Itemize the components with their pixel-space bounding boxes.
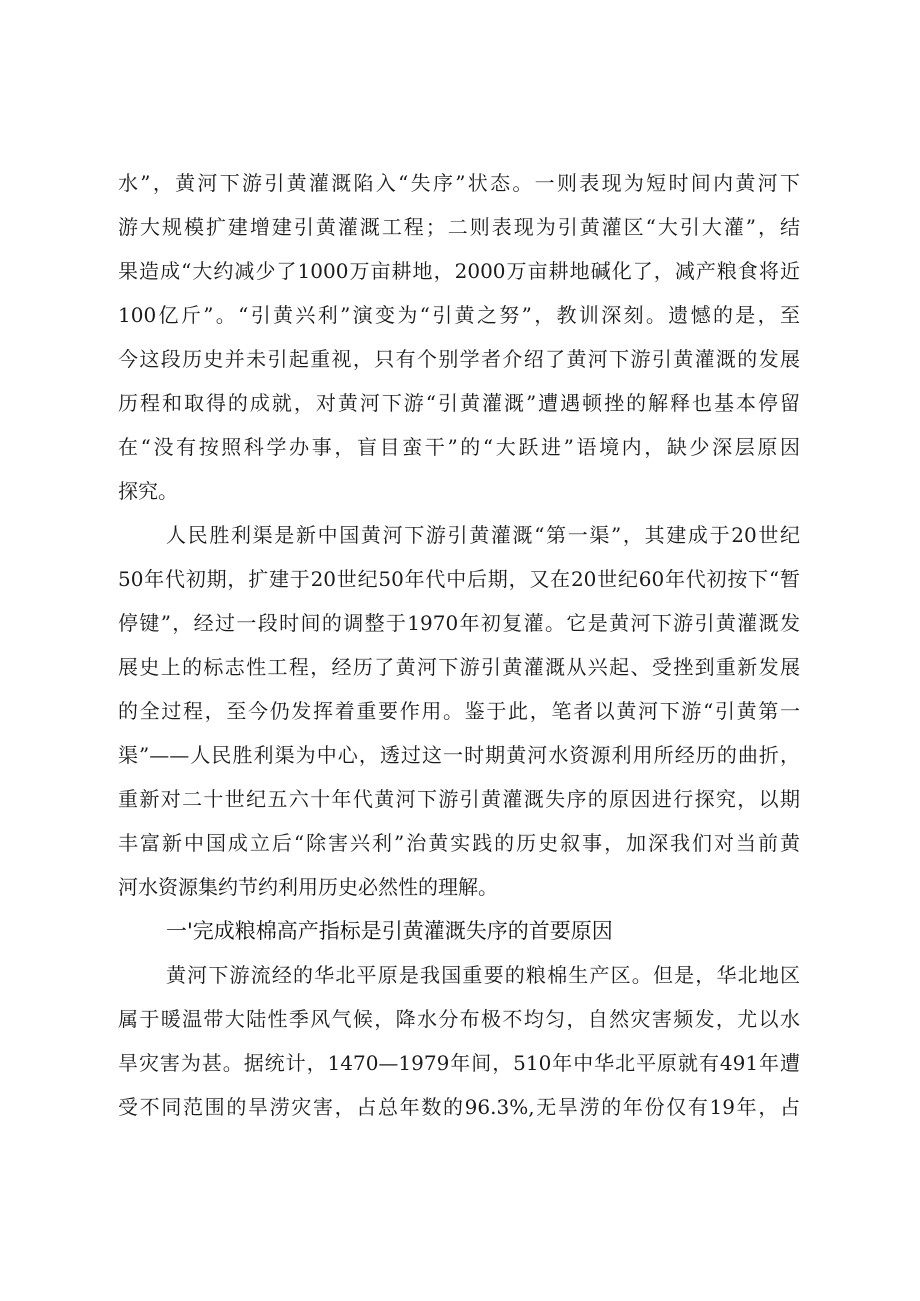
paragraph-2-line-2: 50年代初期，扩建于20世纪50年代中后期，又在20世纪60年代初按下“暂 [118,567,800,591]
paragraph-2-line-6: 渠”——人民胜利渠为中心，透过这一时期黄河水资源利用所经历的曲折， [118,743,800,767]
paragraph-3-line-1: 黄河下游流经的华北平原是我国重要的粮棉生产区。但是，华北地区 [166,963,800,987]
paragraph-2-line-9: 河水资源集约节约利用历史必然性的理解。 [118,875,498,899]
paragraph-2-line-7: 重新对二十世纪五六十年代黄河下游引黄灌溉失序的原因进行探究，以期 [118,787,800,811]
paragraph-1-line-3: 果造成“大约减少了1000万亩耕地，2000万亩耕地碱化了，减产粮食将近 [118,259,800,283]
paragraph-1-line-4: 100亿斤”。“引黄兴利”演变为“引黄之努”，教训深刻。遗憾的是，至 [118,303,800,327]
section-heading: 一'完成粮棉高产指标是引黄灌溉失序的首要原因 [166,919,613,943]
paragraph-2-line-8: 丰富新中国成立后“除害兴利”治黄实践的历史叙事，加深我们对当前黄 [118,831,800,855]
paragraph-1-line-2: 游大规模扩建增建引黄灌溉工程；二则表现为引黄灌区“大引大灌”，结 [118,215,800,239]
paragraph-3-line-4: 受不同范围的旱涝灾害，占总年数的96.3%,无旱涝的年份仅有19年，占 [118,1095,800,1119]
paragraph-2-line-4: 展史上的标志性工程，经历了黄河下游引黄灌溉从兴起、受挫到重新发展 [118,655,800,679]
paragraph-1-line-8: 探究。 [118,479,178,503]
paragraph-1-line-6: 历程和取得的成就，对黄河下游“引黄灌溉”遭遇顿挫的解释也基本停留 [118,391,800,415]
paragraph-1-line-1: 水”，黄河下游引黄灌溉陷入“失序”状态。一则表现为短时间内黄河下 [118,171,800,195]
paragraph-2-line-3: 停键”，经过一段时间的调整于1970年初复灌。它是黄河下游引黄灌溉发 [118,611,800,635]
paragraph-2-line-5: 的全过程，至今仍发挥着重要作用。鉴于此，笔者以黄河下游“引黄第一 [118,699,800,723]
paragraph-1-line-5: 今这段历史并未引起重视，只有个别学者介绍了黄河下游引黄灌溉的发展 [118,347,800,371]
paragraph-1-line-7: 在“没有按照科学办事，盲目蛮干”的“大跃进”语境内，缺少深层原因 [118,435,800,459]
paragraph-3-line-3: 旱灾害为甚。据统计，1470—1979年间，510年中华北平原就有491年遭 [118,1051,800,1075]
paragraph-3-line-2: 属于暖温带大陆性季风气候，降水分布极不均匀，自然灾害频发，尤以水 [118,1007,800,1031]
paragraph-2-line-1: 人民胜利渠是新中国黄河下游引黄灌溉“第一渠”，其建成于20世纪 [166,523,800,547]
